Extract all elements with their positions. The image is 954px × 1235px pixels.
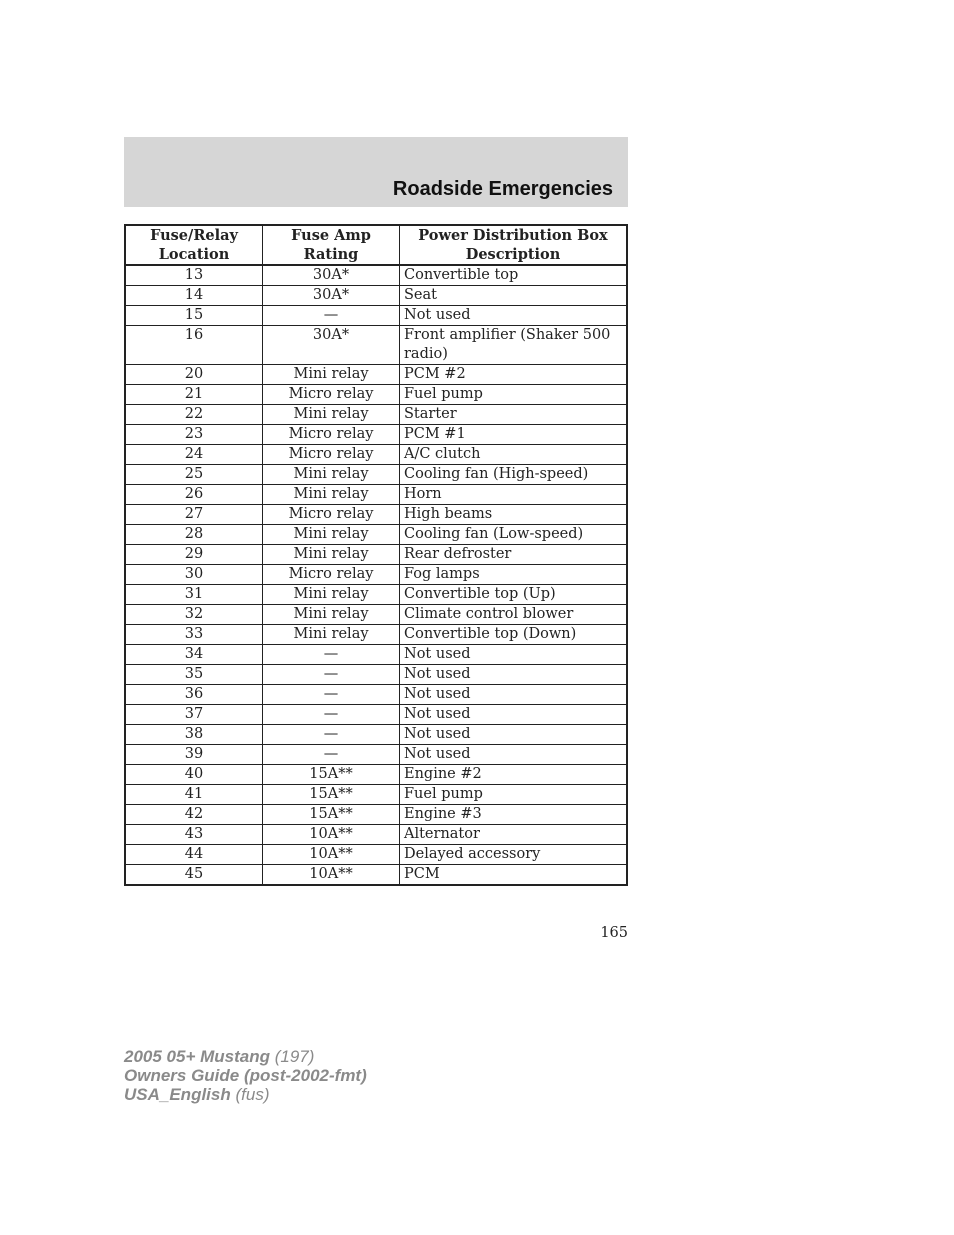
table-header-row xyxy=(125,225,627,265)
fuse-location-cell: 13 xyxy=(125,265,263,286)
fuse-rating-cell: Mini relay xyxy=(263,405,400,425)
table-row xyxy=(125,685,627,705)
table-row xyxy=(125,565,627,585)
fuse-location-cell: 37 xyxy=(125,705,263,725)
fuse-description-cell: Delayed accessory xyxy=(400,845,628,865)
fuse-description-cell: Starter xyxy=(400,405,628,425)
fuse-description-cell: Not used xyxy=(400,645,628,665)
fuse-rating-cell: Micro relay xyxy=(263,425,400,445)
fuse-rating-cell: 15A** xyxy=(263,785,400,805)
fuse-rating-cell: Mini relay xyxy=(263,625,400,645)
fuse-description-cell: Engine #2 xyxy=(400,765,628,785)
fuse-location-cell: 39 xyxy=(125,745,263,765)
fuse-rating-cell: Micro relay xyxy=(263,505,400,525)
fuse-location-cell: 23 xyxy=(125,425,263,445)
table-row xyxy=(125,326,627,365)
fuse-description-cell: Convertible top (Up) xyxy=(400,585,628,605)
table-row xyxy=(125,725,627,745)
table-row xyxy=(125,505,627,525)
fuse-rating-cell: — xyxy=(263,745,400,765)
fuse-rating-cell: Mini relay xyxy=(263,365,400,385)
table-row xyxy=(125,445,627,465)
fuse-rating-cell: 15A** xyxy=(263,765,400,785)
table-row xyxy=(125,605,627,625)
fuse-location-cell: 41 xyxy=(125,785,263,805)
table-row xyxy=(125,805,627,825)
table-row xyxy=(125,545,627,565)
fuse-description-cell: Not used xyxy=(400,725,628,745)
fuse-description-cell: Convertible top (Down) xyxy=(400,625,628,645)
table-row xyxy=(125,705,627,725)
fuse-rating-cell: 15A** xyxy=(263,805,400,825)
table-row xyxy=(125,265,627,286)
fuse-rating-cell: Mini relay xyxy=(263,585,400,605)
fuse-description-cell: Fuel pump xyxy=(400,385,628,405)
fuse-location-cell: 43 xyxy=(125,825,263,845)
fuse-description-cell: Fuel pump xyxy=(400,785,628,805)
fuse-rating-cell: Mini relay xyxy=(263,525,400,545)
fuse-rating-cell: Micro relay xyxy=(263,445,400,465)
fuse-description-cell: Convertible top xyxy=(400,265,628,286)
fuse-rating-cell: Mini relay xyxy=(263,605,400,625)
fuse-description-cell: A/C clutch xyxy=(400,445,628,465)
fuse-description-cell: Not used xyxy=(400,665,628,685)
fuse-description-cell: Not used xyxy=(400,705,628,725)
fuse-location-cell: 20 xyxy=(125,365,263,385)
fuse-location-cell: 24 xyxy=(125,445,263,465)
fuse-rating-cell: Micro relay xyxy=(263,565,400,585)
fuse-location-cell: 35 xyxy=(125,665,263,685)
table-row xyxy=(125,625,627,645)
fuse-description-cell: PCM #2 xyxy=(400,365,628,385)
fuse-location-cell: 40 xyxy=(125,765,263,785)
fuse-location-cell: 29 xyxy=(125,545,263,565)
section-header xyxy=(124,137,628,207)
fuse-location-cell: 32 xyxy=(125,605,263,625)
fuse-rating-cell: — xyxy=(263,306,400,326)
table-row xyxy=(125,465,627,485)
table-body xyxy=(125,265,627,885)
header-description: Power Distribution Box Description xyxy=(400,225,628,265)
fuse-rating-cell: — xyxy=(263,665,400,685)
fuse-rating-cell: 10A** xyxy=(263,845,400,865)
table-row xyxy=(125,385,627,405)
fuse-description-cell: Cooling fan (High-speed) xyxy=(400,465,628,485)
table-row xyxy=(125,745,627,765)
table-row xyxy=(125,306,627,326)
table-row xyxy=(125,525,627,545)
fuse-description-cell: Not used xyxy=(400,745,628,765)
fuse-description-cell: Cooling fan (Low-speed) xyxy=(400,525,628,545)
fuse-description-cell: Engine #3 xyxy=(400,805,628,825)
table-row xyxy=(125,865,627,886)
fuse-rating-cell: — xyxy=(263,725,400,745)
fuse-location-cell: 34 xyxy=(125,645,263,665)
fuse-rating-cell: 30A* xyxy=(263,286,400,306)
fuse-description-cell: Fog lamps xyxy=(400,565,628,585)
fuse-location-cell: 30 xyxy=(125,565,263,585)
fuse-description-cell: Horn xyxy=(400,485,628,505)
header-amp-rating: Fuse Amp Rating xyxy=(263,225,400,265)
fuse-description-cell: Seat xyxy=(400,286,628,306)
table-row xyxy=(125,286,627,306)
header-location: Fuse/Relay Location xyxy=(125,225,263,265)
fuse-rating-cell: 30A* xyxy=(263,326,400,365)
table-row xyxy=(125,485,627,505)
fuse-location-cell: 21 xyxy=(125,385,263,405)
table-row xyxy=(125,825,627,845)
fuse-rating-cell: Mini relay xyxy=(263,485,400,505)
fuse-location-cell: 42 xyxy=(125,805,263,825)
fuse-rating-cell: — xyxy=(263,705,400,725)
footer-line-3: USA_English (fus) xyxy=(124,1085,270,1104)
fuse-rating-cell: Micro relay xyxy=(263,385,400,405)
table-row xyxy=(125,645,627,665)
table-row xyxy=(125,665,627,685)
fuse-relay-table xyxy=(124,224,628,886)
fuse-location-cell: 31 xyxy=(125,585,263,605)
document-footer xyxy=(124,1047,367,1104)
table-header xyxy=(125,225,627,265)
fuse-rating-cell: 10A** xyxy=(263,825,400,845)
fuse-description-cell: Climate control blower xyxy=(400,605,628,625)
fuse-location-cell: 16 xyxy=(125,326,263,365)
fuse-description-cell: PCM #1 xyxy=(400,425,628,445)
table-row xyxy=(125,585,627,605)
fuse-description-cell: Front amplifier (Shaker 500 radio) xyxy=(400,326,628,365)
table-row xyxy=(125,405,627,425)
fuse-description-cell: Rear defroster xyxy=(400,545,628,565)
fuse-rating-cell: Mini relay xyxy=(263,465,400,485)
table-row xyxy=(125,765,627,785)
fuse-rating-cell: 10A** xyxy=(263,865,400,886)
fuse-location-cell: 38 xyxy=(125,725,263,745)
table-row xyxy=(125,845,627,865)
fuse-location-cell: 25 xyxy=(125,465,263,485)
footer-line-1: 2005 05+ Mustang (197) xyxy=(124,1047,315,1066)
table-row xyxy=(125,425,627,445)
fuse-location-cell: 28 xyxy=(125,525,263,545)
fuse-description-cell: Alternator xyxy=(400,825,628,845)
fuse-rating-cell: Mini relay xyxy=(263,545,400,565)
fuse-location-cell: 36 xyxy=(125,685,263,705)
fuse-description-cell: High beams xyxy=(400,505,628,525)
fuse-location-cell: 15 xyxy=(125,306,263,326)
fuse-location-cell: 14 xyxy=(125,286,263,306)
fuse-rating-cell: 30A* xyxy=(263,265,400,286)
section-title: Roadside Emergencies xyxy=(392,178,613,200)
fuse-description-cell: PCM xyxy=(400,865,628,886)
fuse-location-cell: 22 xyxy=(125,405,263,425)
fuse-location-cell: 26 xyxy=(125,485,263,505)
table-row xyxy=(125,785,627,805)
fuse-location-cell: 33 xyxy=(125,625,263,645)
fuse-rating-cell: — xyxy=(263,685,400,705)
page-number: 165 xyxy=(600,925,628,941)
fuse-location-cell: 45 xyxy=(125,865,263,886)
fuse-location-cell: 27 xyxy=(125,505,263,525)
fuse-rating-cell: — xyxy=(263,645,400,665)
footer-line-2: Owners Guide (post-2002-fmt) xyxy=(124,1066,367,1085)
fuse-location-cell: 44 xyxy=(125,845,263,865)
table-row xyxy=(125,365,627,385)
fuse-description-cell: Not used xyxy=(400,306,628,326)
fuse-description-cell: Not used xyxy=(400,685,628,705)
